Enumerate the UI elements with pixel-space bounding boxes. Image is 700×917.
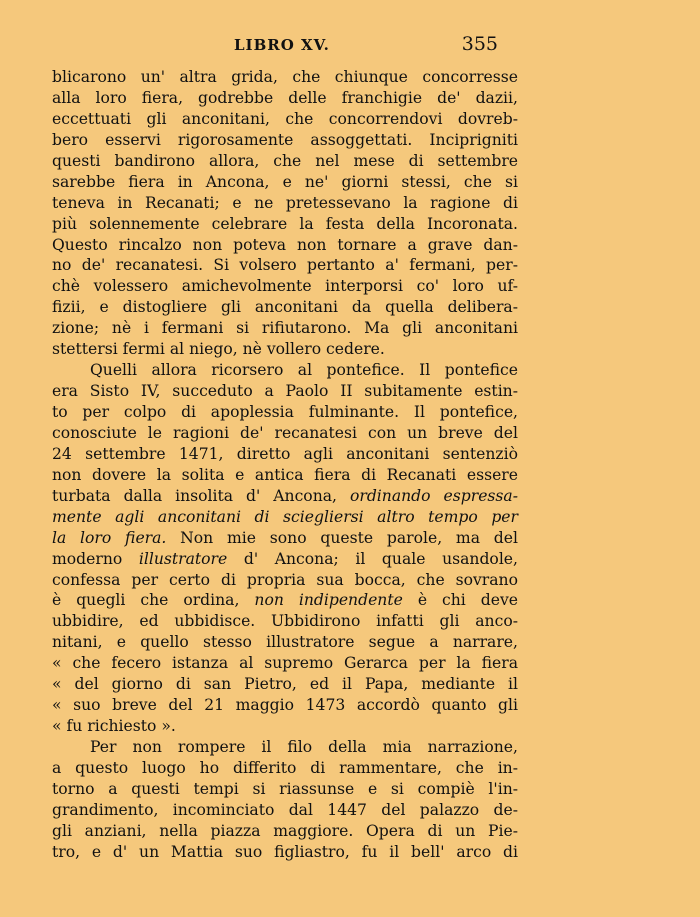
text-line: era Sisto IV, succeduto a Paolo II subitamente estin- [52,382,518,401]
text-line: non dovere la solita e antica fiera di Recanati essere [52,465,518,484]
text-line: no de' recanatesi. Si volsero pertanto a' fermani, per- [52,256,518,275]
text-line: tro, e d' un Mattia suo figliastro, fu il bell' arco di [52,842,518,861]
text-run: Non mie sono queste parole, ma del [166,528,518,547]
body-text [52,67,518,863]
text-line: gli anziani, nella piazza maggiore. Opera di un Pie- [52,821,518,840]
text-line: alla loro fiera, godrebbe delle franchigie de' dazii, [52,88,518,107]
text-line: torno a questi tempi si riassunse e si compiè l'in- [52,779,518,798]
text-line: confessa per certo di propria sua bocca, che sovrano [52,570,518,589]
italic-phrase: non indipendente [254,591,403,610]
text-line: più solennemente celebrare la festa della Incoronata. [52,214,518,233]
text-line: stettersi fermi al niego, nè vollero cedere. [52,340,385,359]
text-line: conosciute le ragioni de' recanatesi con un breve del [52,423,518,442]
text-run: è chi deve [402,591,518,610]
text-line: questi bandirono allora, che nel mese di settembre [52,151,518,170]
text-line: Questo rincalzo non poteva non tornare a grave dan- [52,235,518,254]
text-line: Per non rompere il filo della mia narrazione, [90,738,518,756]
text-line: « che fecero istanza al supremo Gerarca per la fiera [52,654,518,673]
text-line: teneva in Recanati; e ne pretessevano la ragione di [52,193,518,212]
text-line: chè volessero amichevolmente interporsi co' loro uf- [52,277,518,296]
text-run: turbata dalla insolita d' Ancona, [52,486,350,505]
text-line [52,507,518,528]
text-line [52,590,518,611]
text-line: Quelli allora ricorsero al pontefice. Il pontefice [90,361,518,380]
italic-phrase: ordinando espressa- [349,486,518,505]
text-line: fizii, e distogliere gli anconitani da quella delibera- [52,298,518,317]
text-line [52,528,518,549]
text-line: zione; nè i fermani si rifiutarono. Ma gli anconitani [52,319,518,338]
text-line [52,486,518,507]
text-line: to per colpo di apoplessia fulminante. Il pontefice, [52,403,518,421]
text-line: blicarono un' altra grida, che chiunque concorresse [52,68,518,86]
text-line: eccettuati gli anconitani, che concorrendovi dovreb- [52,109,518,128]
italic-phrase: la loro fiera. [52,528,167,547]
page-header [52,33,520,58]
text-line [52,549,518,570]
text-run: è quegli che ordina, [52,591,255,610]
text-line: ubbidire, ed ubbidisce. Ubbidirono infatti gli anco- [52,612,518,631]
running-title: LIBRO XV. [234,36,330,54]
text-run: d' Ancona; il quale usandole, [227,549,518,568]
text-line: a questo luogo ho differito di rammentare, che in- [52,758,518,777]
text-line: « del giorno di san Pietro, ed il Papa, mediante il [52,675,518,694]
text-line: « suo breve del 21 maggio 1473 accordò quanto gli [52,696,518,715]
text-line: grandimento, incominciato dal 1447 del palazzo de- [52,800,518,819]
text-line: nitani, e quello stesso illustratore segue a narrare, [52,633,518,652]
italic-phrase: mente agli anconitani di sciegliersi altro tempo per [52,507,518,526]
text-line: « fu richiesto ». [52,717,176,736]
page-number: 355 [461,33,498,55]
text-line: bero esservi rigorosamente assoggettati. Inciprigniti [52,130,518,149]
text-run: moderno [52,549,139,568]
text-line: sarebbe fiera in Ancona, e ne' giorni stessi, che si [52,172,518,191]
text-line: 24 settembre 1471, diretto agli anconitani sentenziò [52,444,518,463]
italic-phrase: illustratore [138,549,228,568]
book-page [52,0,520,917]
